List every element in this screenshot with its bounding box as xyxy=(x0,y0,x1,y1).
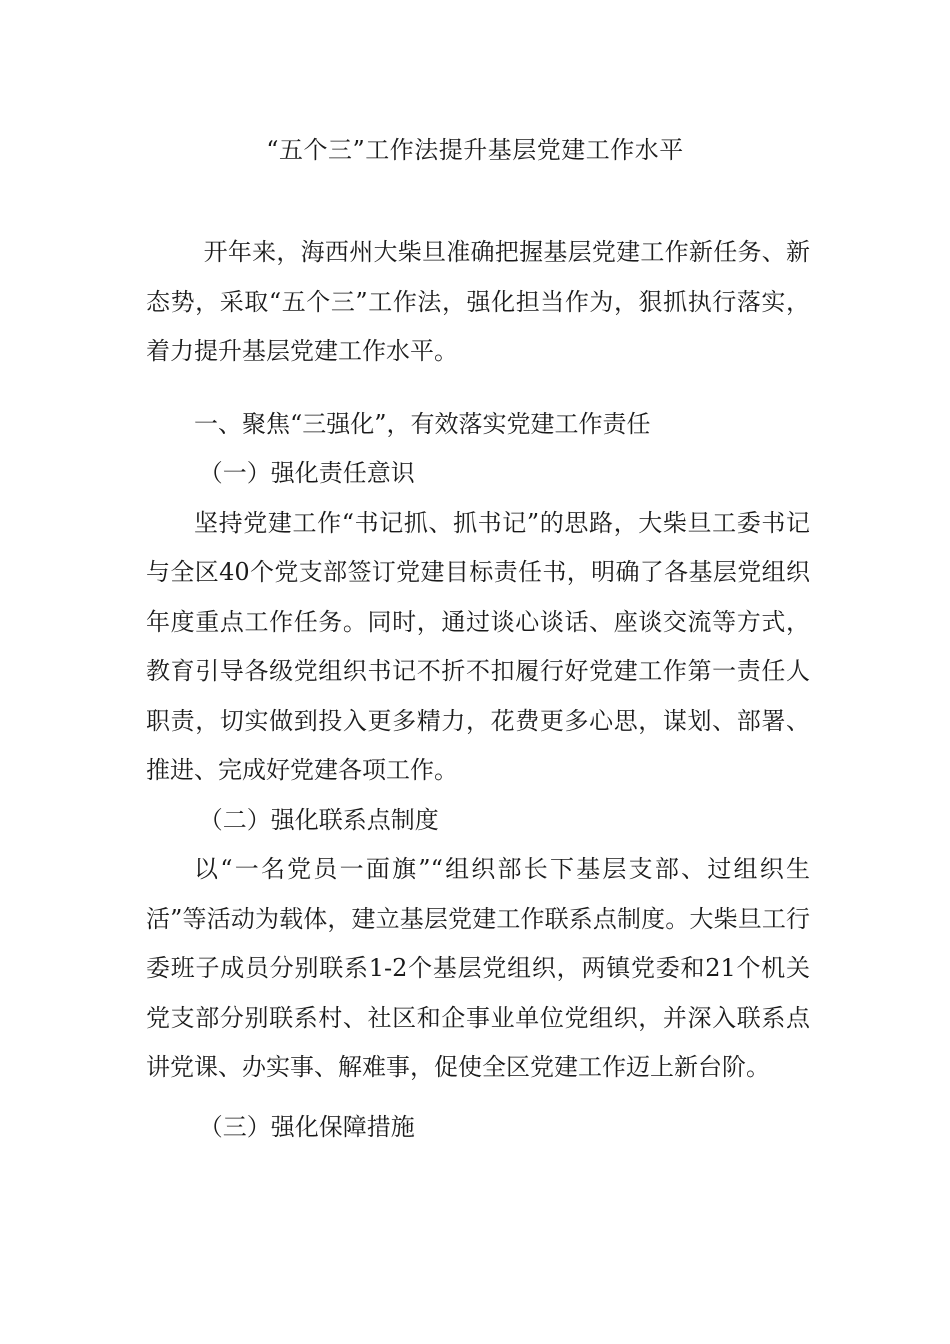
subsection-paragraph-1: 坚持党建工作“书记抓、抓书记”的思路，大柴旦工委书记与全区40个党支部签订党建目标责任书，明确了各基层党组织年度重点工作任务。同时，通过谈心谈话、座谈交流等方式，教育引导各级党组织书记不折不扣履行好党建工作第一责任人职责，切实做到投入更多精力，花费更多心思，谋划、部署、推进、完成好党建各项工作。 xyxy=(146,508,810,784)
intro-paragraph: 开年来，海西州大柴旦准确把握基层党建工作新任务、新态势，采取“五个三”工作法，强化担当作为，狠抓执行落实，着力提升基层党建工作水平。 xyxy=(146,238,810,365)
document-title: “五个三”工作法提升基层党建工作水平 xyxy=(266,136,684,164)
subsection-heading-2: （二）强化联系点制度 xyxy=(198,805,439,834)
subsection-heading-3: （三）强化保障措施 xyxy=(198,1112,415,1141)
subsection-heading-1: （一）强化责任意识 xyxy=(198,459,415,487)
section-heading-1: 一、聚焦“三强化”，有效落实党建工作责任 xyxy=(194,409,651,438)
document-body xyxy=(146,228,810,1152)
subsection-paragraph-2: 以“一名党员一面旗”“组织部长下基层支部、过组织生活”等活动为载体，建立基层党建工作联系点制度。大柴旦工行委班子成员分别联系1-2个基层党组织，两镇党委和21个机关党支部分别联系村、社区和企事业单位党组织，并深入联系点讲党课、办实事、解难事，促使全区党建工作迈上新台阶。 xyxy=(146,855,810,1081)
